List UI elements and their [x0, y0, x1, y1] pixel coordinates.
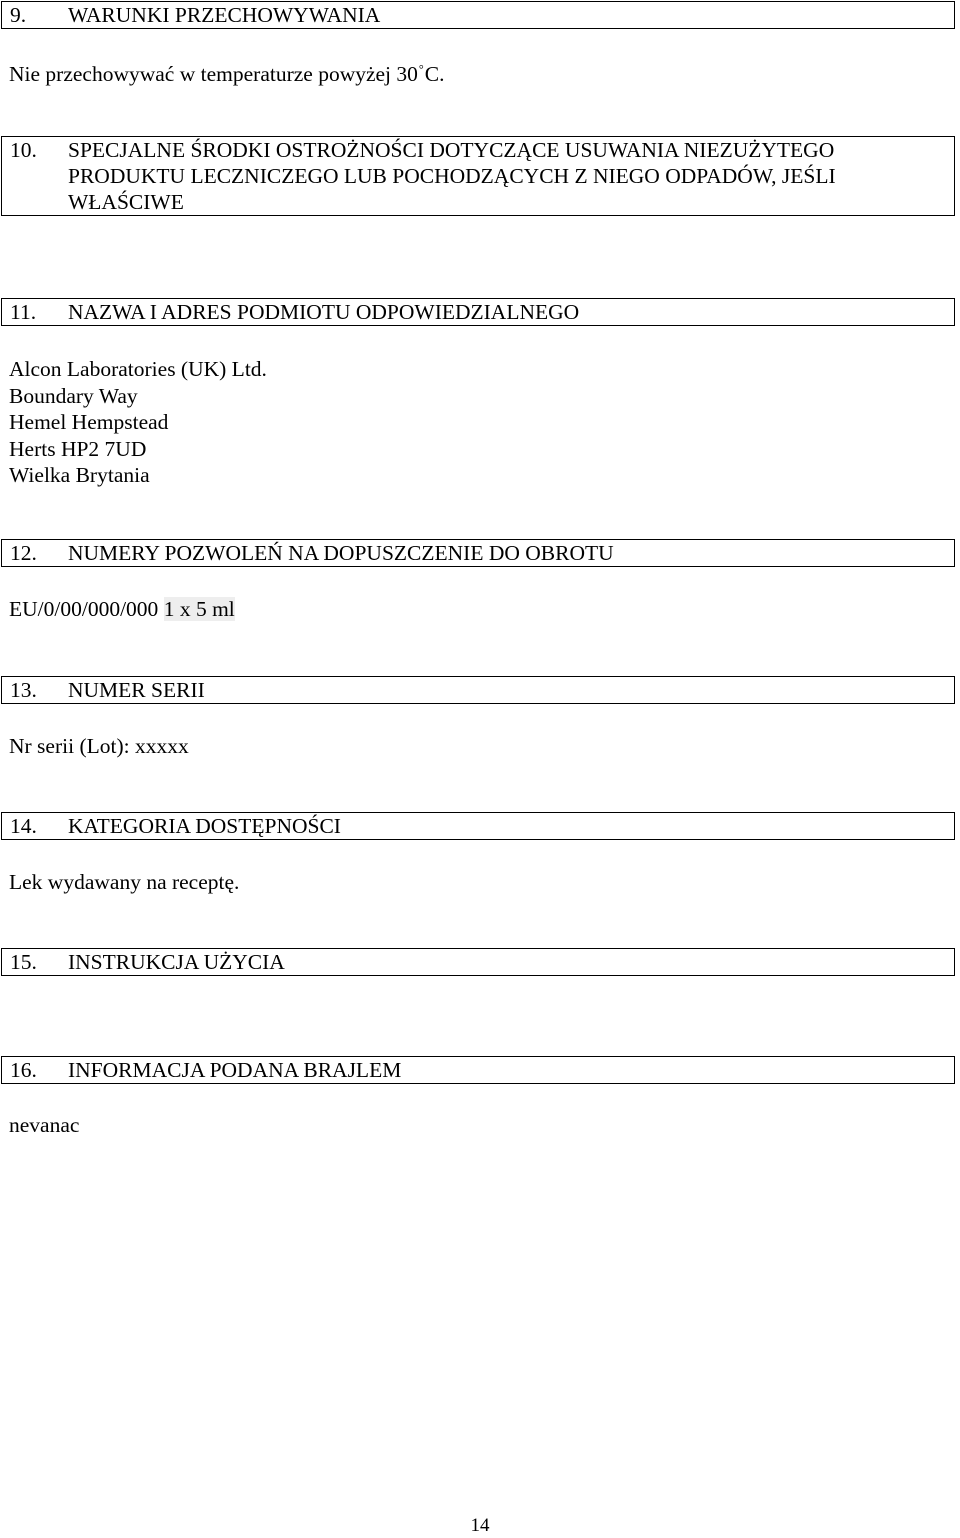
- section-number: 12.: [10, 541, 37, 565]
- section-title: NAZWA I ADRES PODMIOTU ODPOWIEDZIALNEGO: [68, 300, 580, 324]
- section-16-header: [1, 1056, 955, 1084]
- address-block: [9, 356, 267, 489]
- section-12-header: [1, 539, 955, 567]
- section-number: 9.: [10, 3, 27, 27]
- section-title: WARUNKI PRZECHOWYWANIA: [68, 3, 381, 27]
- section-number: 14.: [10, 814, 37, 838]
- section-title: NUMERY POZWOLEŃ NA DOPUSZCZENIE DO OBROTU: [68, 541, 614, 565]
- section-title: SPECJALNE ŚRODKI OSTROŻNOŚCI DOTYCZĄCE USUWANIA NIEZUŻYTEGO PRODUKTU LECZNICZEGO LUB POCHODZĄCYCH Z NIEGO ODPADÓW, JEŚLI WŁAŚCIWE: [68, 138, 836, 214]
- prescription-text: Lek wydawany na receptę.: [9, 870, 240, 894]
- section-number: 11.: [10, 300, 37, 324]
- page-number: 14: [470, 1515, 490, 1536]
- section-title: NUMER SERII: [68, 678, 205, 702]
- storage-text: Nie przechowywać w temperaturze powyżej 30°C.: [9, 62, 445, 86]
- address-line: Herts HP2 7UD: [9, 436, 147, 461]
- section-number: 13.: [10, 678, 37, 702]
- authorisation-number: EU/0/00/000/000: [9, 597, 159, 621]
- section-15-header: [1, 948, 955, 976]
- section-14-header: [1, 812, 955, 840]
- section-11-header: [1, 298, 955, 326]
- address-line: Hemel Hempstead: [9, 410, 169, 434]
- section-9-header: [1, 1, 955, 29]
- section-title: KATEGORIA DOSTĘPNOŚCI: [68, 814, 341, 838]
- section-number: 16.: [10, 1058, 37, 1082]
- section-title: INFORMACJA PODANA BRAJLEM: [68, 1058, 402, 1082]
- authorisation-text: [9, 596, 235, 623]
- section-number: 15.: [10, 950, 37, 974]
- authorisation-pack: 1 x 5 ml: [163, 597, 235, 621]
- address-line: Wielka Brytania: [9, 463, 150, 487]
- section-title: INSTRUKCJA UŻYCIA: [68, 950, 285, 974]
- section-number: 10.: [10, 138, 37, 162]
- degree-sign: °: [418, 62, 424, 76]
- braille-text: nevanac: [9, 1113, 80, 1137]
- address-line: Alcon Laboratories (UK) Ltd.: [9, 357, 267, 381]
- section-13-header: [1, 676, 955, 704]
- batch-text: Nr serii (Lot): xxxxx: [9, 734, 189, 758]
- section-10-header: [1, 136, 955, 216]
- address-line: Boundary Way: [9, 383, 138, 408]
